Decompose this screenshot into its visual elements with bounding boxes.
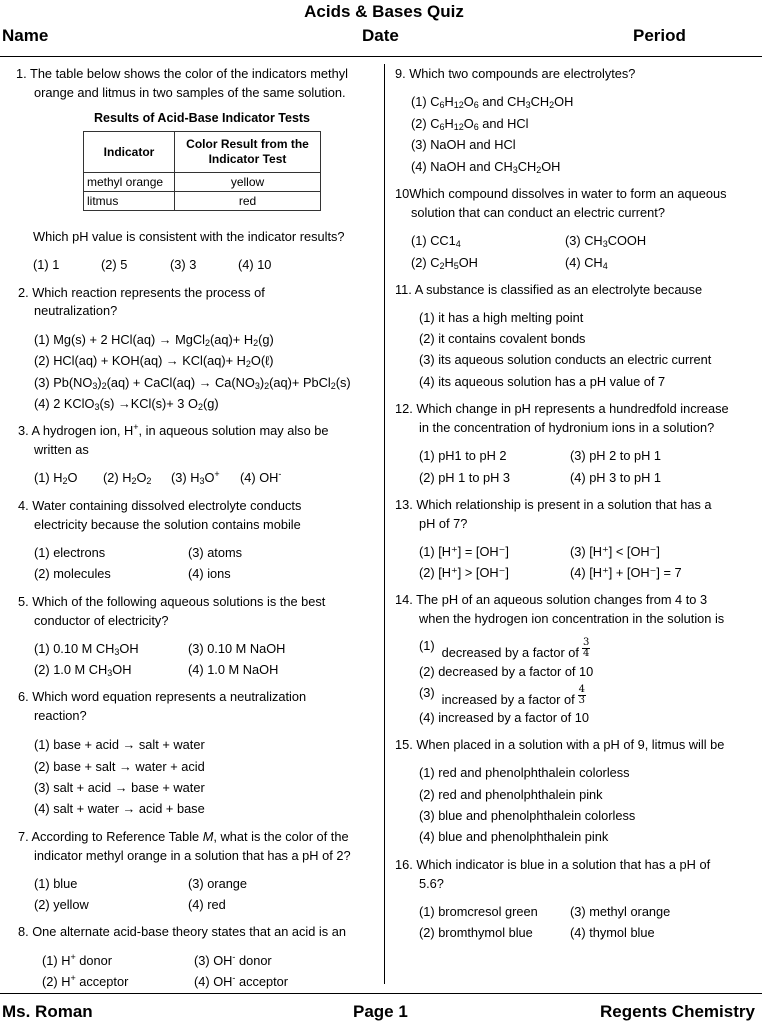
table-cell: red	[175, 192, 321, 211]
q13-option-4[interactable]: (4) [H⁺] + [OH⁻] = 7	[570, 565, 682, 580]
q5-line-2: conductor of electricity?	[34, 613, 169, 628]
q14-line-2: when the hydrogen ion concentration in the solution is	[419, 611, 725, 626]
date-label: Date	[362, 26, 399, 45]
q3-option-2[interactable]: (2) H2O2	[103, 470, 152, 486]
q9-option-1[interactable]: (1) C6H12O6 and CH3CH2OH	[411, 94, 574, 110]
q13-option-2[interactable]: (2) [H⁺] > [OH⁻]	[419, 565, 509, 580]
q12-line-1: 12. Which change in pH represents a hundredfold increase	[395, 401, 729, 416]
q1-line-2: orange and litmus in two samples of the same solution.	[34, 85, 346, 100]
q14-option-3[interactable]: (3) increased by a factor of $\frac{4}{3}$	[419, 684, 586, 707]
table-row	[84, 173, 321, 192]
q12-option-2[interactable]: (2) pH 1 to pH 3	[419, 470, 511, 485]
q3-line-1: 3. A hydrogen ion, H+, in aqueous solution may also be	[18, 422, 329, 438]
q7-line-2: indicator methyl orange in a solution that has a pH of 2?	[34, 848, 351, 863]
q1-option-2[interactable]: (2) 5	[101, 257, 128, 272]
indicator-table	[83, 131, 321, 211]
q4-option-3[interactable]: (3) atoms	[188, 545, 243, 560]
q11-option-3[interactable]: (3) its aqueous solution conducts an electric current	[419, 352, 712, 367]
q4-option-1[interactable]: (1) electrons	[34, 545, 106, 560]
q7-option-4[interactable]: (4) red	[188, 897, 226, 912]
q2-option-1[interactable]: (1) Mg(s) + 2 HCl(aq) → MgCl2(aq)+ H2(g)	[34, 332, 274, 348]
q2-line-2: neutralization?	[34, 303, 118, 318]
q3-option-3[interactable]: (3) H3O+	[171, 469, 220, 486]
q12-option-4[interactable]: (4) pH 3 to pH 1	[570, 470, 662, 485]
q16-option-3[interactable]: (3) methyl orange	[570, 904, 671, 919]
q11-option-1[interactable]: (1) it has a high melting point	[419, 310, 584, 325]
q12-option-1[interactable]: (1) pH1 to pH 2	[419, 448, 507, 463]
q4-option-2[interactable]: (2) molecules	[34, 566, 111, 581]
q1-option-4[interactable]: (4) 10	[238, 257, 272, 272]
q5-option-3[interactable]: (3) 0.10 M NaOH	[188, 641, 286, 656]
q9-line-1: 9. Which two compounds are electrolytes?	[395, 66, 636, 81]
table-col-color-line-1: Color Result from the	[186, 137, 309, 151]
q10-line-1: 10Which compound dissolves in water to form an aqueous	[395, 186, 727, 201]
q16-line-1: 16. Which indicator is blue in a solution that has a pH of	[395, 857, 711, 872]
q5-option-1[interactable]: (1) 0.10 M CH3OH	[34, 641, 139, 657]
q15-option-1[interactable]: (1) red and phenolphthalein colorless	[419, 765, 630, 780]
q8-option-3[interactable]: (3) OH- donor	[194, 952, 272, 968]
q4-line-2: electricity because the solution contains mobile	[34, 517, 301, 532]
q8-option-2[interactable]: (2) H+ acceptor	[42, 973, 129, 989]
q2-line-1: 2. Which reaction represents the process of	[18, 285, 265, 300]
q10-line-2: solution that can conduct an electric current?	[411, 205, 665, 220]
table-header-row	[84, 132, 321, 173]
q6-option-3[interactable]: (3) salt + acid → base + water	[34, 780, 205, 795]
q15-line-1: 15. When placed in a solution with a pH of 9, litmus will be	[395, 737, 725, 752]
table-cell: methyl orange	[84, 173, 175, 192]
q1-stem: Which pH value is consistent with the indicator results?	[33, 229, 345, 244]
q7-option-3[interactable]: (3) orange	[188, 876, 248, 891]
q6-line-2: reaction?	[34, 708, 87, 723]
q9-option-4[interactable]: (4) NaOH and CH3CH2OH	[411, 159, 561, 175]
q15-option-4[interactable]: (4) blue and phenolphthalein pink	[419, 829, 609, 844]
footer-divider	[0, 993, 762, 994]
q5-option-4[interactable]: (4) 1.0 M NaOH	[188, 662, 279, 677]
table-cell: yellow	[175, 173, 321, 192]
q10-option-3[interactable]: (3) CH3COOH	[565, 233, 647, 249]
q6-option-4[interactable]: (4) salt + water → acid + base	[34, 801, 205, 816]
q8-option-4[interactable]: (4) OH- acceptor	[194, 973, 289, 989]
q6-option-1[interactable]: (1) base + acid → salt + water	[34, 737, 205, 752]
q16-option-4[interactable]: (4) thymol blue	[570, 925, 655, 940]
q7-option-2[interactable]: (2) yellow	[34, 897, 89, 912]
q7-line-1: 7. According to Reference Table M, what is the color of the	[18, 829, 349, 844]
q1-option-1[interactable]: (1) 1	[33, 257, 60, 272]
table-row	[84, 192, 321, 211]
course-name: Regents Chemistry	[600, 1002, 755, 1021]
column-divider	[384, 64, 385, 984]
table-cell: litmus	[84, 192, 175, 211]
q16-option-2[interactable]: (2) bromthymol blue	[419, 925, 533, 940]
q6-line-1: 6. Which word equation represents a neutralization	[18, 689, 307, 704]
header-divider	[0, 56, 762, 57]
quiz-title: Acids & Bases Quiz	[304, 2, 464, 21]
q13-option-3[interactable]: (3) [H⁺] < [OH⁻]	[570, 544, 660, 559]
q3-option-1[interactable]: (1) H2O	[34, 470, 78, 486]
q10-option-1[interactable]: (1) CC14	[411, 233, 461, 249]
period-label: Period	[633, 26, 686, 45]
q16-option-1[interactable]: (1) bromcresol green	[419, 904, 538, 919]
q15-option-3[interactable]: (3) blue and phenolphthalein colorless	[419, 808, 636, 823]
q10-option-4[interactable]: (4) CH4	[565, 255, 608, 271]
q2-option-2[interactable]: (2) HCl(aq) + KOH(aq) → KCl(aq)+ H2O(ℓ)	[34, 353, 274, 369]
q4-option-4[interactable]: (4) ions	[188, 566, 231, 581]
q11-line-1: 11. A substance is classified as an electrolyte because	[395, 282, 703, 297]
teacher-name: Ms. Roman	[2, 1002, 93, 1021]
table-col-indicator: Indicator	[84, 132, 175, 173]
q13-option-1[interactable]: (1) [H⁺] = [OH⁻]	[419, 544, 509, 559]
table-col-color-line-2: Indicator Test	[208, 152, 287, 166]
q1-line-1: 1. The table below shows the color of the indicators methyl	[16, 66, 348, 81]
q3-line-2: written as	[34, 442, 89, 457]
table-col-color	[175, 132, 321, 173]
name-label: Name	[2, 26, 49, 45]
q2-option-4[interactable]: (4) 2 KClO3(s) →KCl(s)+ 3 O2(g)	[34, 396, 219, 412]
q1-option-3[interactable]: (3) 3	[170, 257, 197, 272]
q16-line-2: 5.6?	[419, 876, 444, 891]
q2-option-3[interactable]: (3) Pb(NO3)2(aq) + CaCl(aq) → Ca(NO3)2(aq)+ PbCl2(s)	[34, 375, 351, 391]
q8-option-1[interactable]: (1) H+ donor	[42, 952, 112, 968]
q15-option-2[interactable]: (2) red and phenolphthalein pink	[419, 787, 603, 802]
q4-line-1: 4. Water containing dissolved electrolyte conducts	[18, 498, 302, 513]
q3-option-4[interactable]: (4) OH-	[240, 469, 282, 485]
q14-line-1: 14. The pH of an aqueous solution changes from 4 to 3	[395, 592, 708, 607]
page-number: Page 1	[353, 1002, 408, 1021]
q5-option-2[interactable]: (2) 1.0 M CH3OH	[34, 662, 132, 678]
q7-option-1[interactable]: (1) blue	[34, 876, 78, 891]
q10-option-2[interactable]: (2) C2H5OH	[411, 255, 478, 271]
q14-option-1[interactable]: (1) decreased by a factor of $\frac{3}{4}$	[419, 637, 590, 660]
q14-option-4[interactable]: (4) increased by a factor of 10	[419, 710, 590, 725]
table-title: Results of Acid-Base Indicator Tests	[93, 111, 311, 125]
q11-option-2[interactable]: (2) it contains covalent bonds	[419, 331, 586, 346]
q12-option-3[interactable]: (3) pH 2 to pH 1	[570, 448, 662, 463]
q8-line-1: 8. One alternate acid-base theory states that an acid is an	[18, 924, 346, 939]
q6-option-2[interactable]: (2) base + salt → water + acid	[34, 759, 205, 774]
q13-line-1: 13. Which relationship is present in a solution that has a	[395, 497, 712, 512]
q14-option-2[interactable]: (2) decreased by a factor of 10	[419, 664, 594, 679]
q13-line-2: pH of 7?	[419, 516, 468, 531]
q5-line-1: 5. Which of the following aqueous solutions is the best	[18, 594, 326, 609]
q9-option-3[interactable]: (3) NaOH and HCl	[411, 137, 516, 152]
q11-option-4[interactable]: (4) its aqueous solution has a pH value of 7	[419, 374, 666, 389]
q9-option-2[interactable]: (2) C6H12O6 and HCl	[411, 116, 529, 132]
q12-line-2: in the concentration of hydronium ions in a solution?	[419, 420, 715, 435]
